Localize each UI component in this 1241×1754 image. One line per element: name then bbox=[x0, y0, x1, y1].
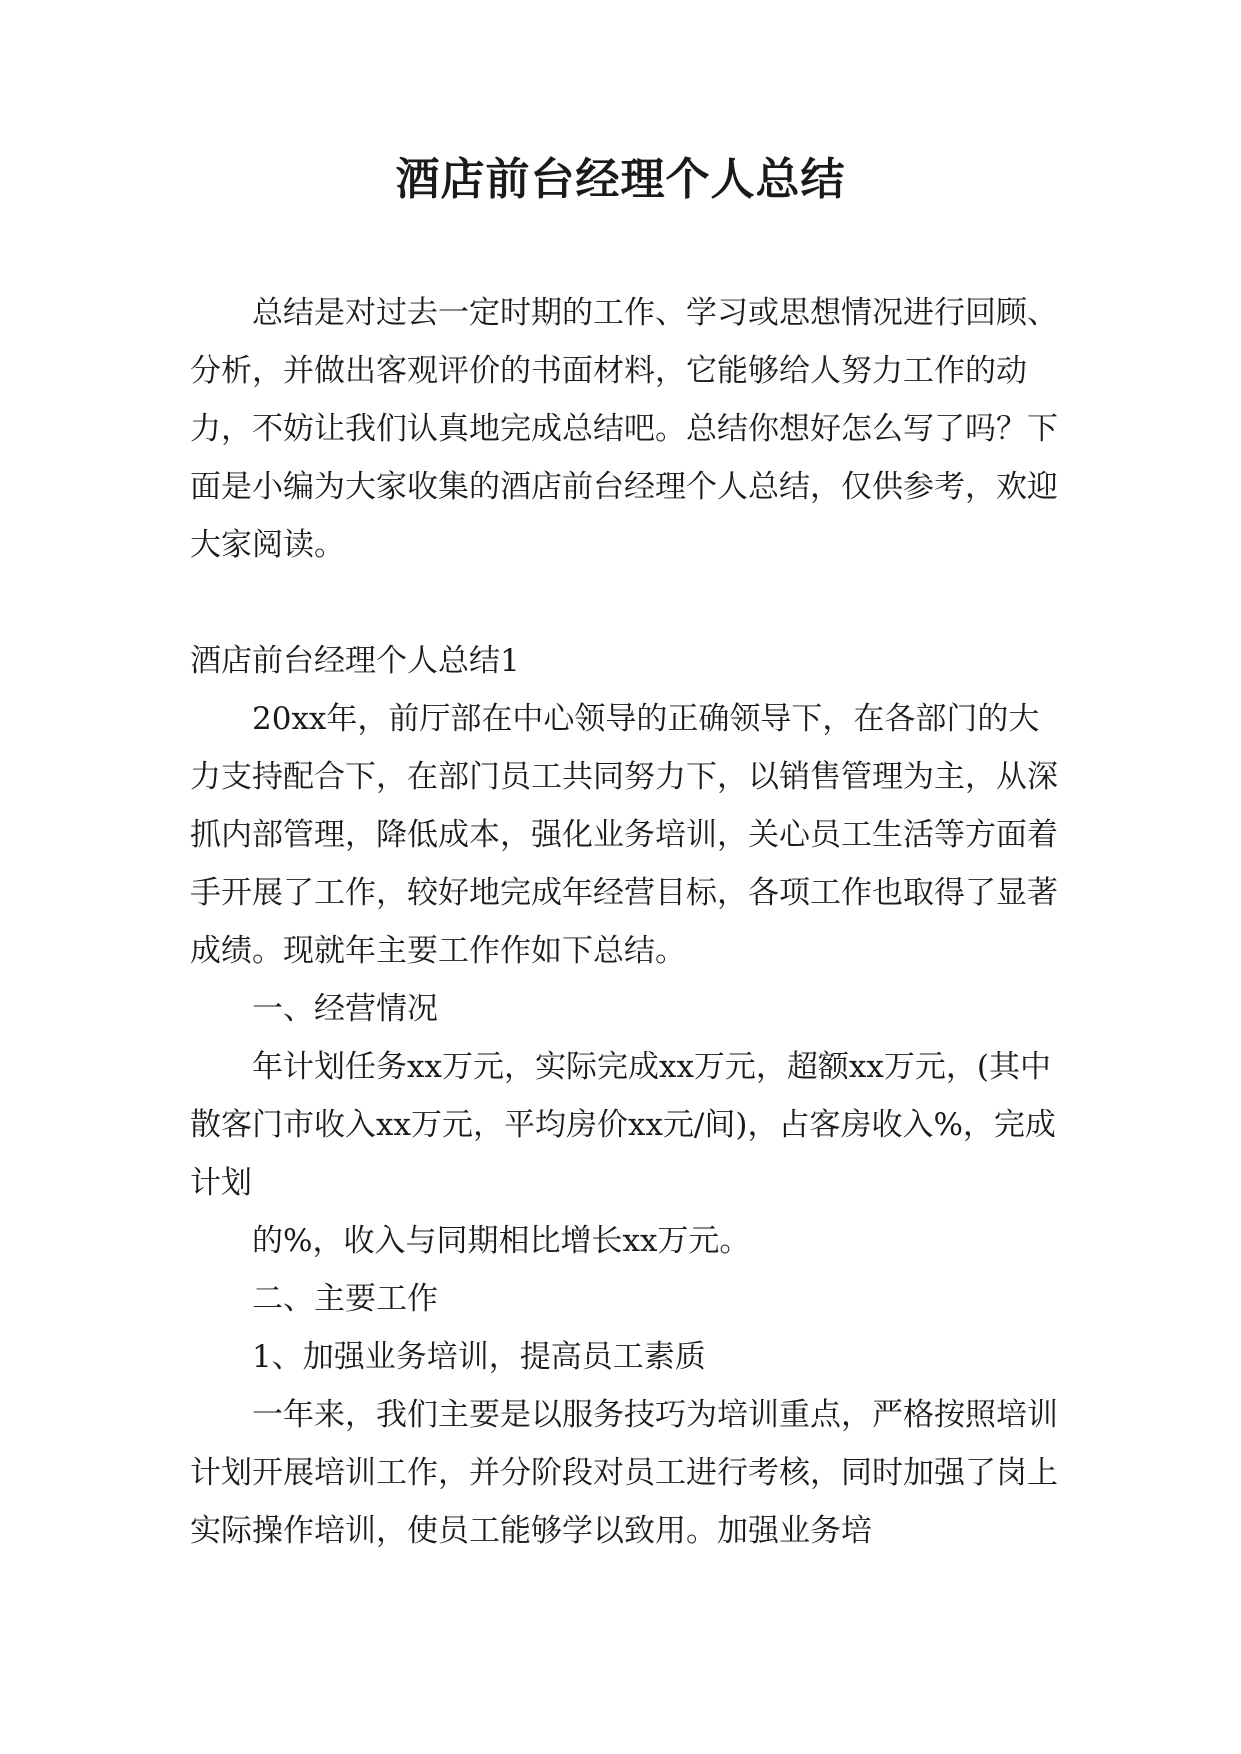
document-body bbox=[190, 284, 1070, 1560]
body-paragraph: 的%，收入与同期相比增长xx万元。 bbox=[252, 1223, 751, 1259]
body-paragraph: 一年来，我们主要是以服务技巧为培训重点，严格按照培训计划开展培训工作，并分阶段对员工进行考核，同时加强了岗上实际操作培训，使员工能够学以致用。加强业务培 bbox=[190, 1397, 1058, 1549]
document-title: 酒店前台经理个人总结 bbox=[395, 154, 846, 205]
subheading-main-work: 二、主要工作 bbox=[252, 1281, 438, 1317]
body-paragraph: 20xx年，前厅部在中心领导的正确领导下，在各部门的大力支持配合下，在部门员工共同努力下，以销售管理为主，从深抓内部管理，降低成本，强化业务培训，关心员工生活等方面着手开展了工作，较好地完成年经营目标，各项工作也取得了显著成绩。现就年主要工作作如下总结。 bbox=[190, 701, 1058, 969]
intro-paragraph: 总结是对过去一定时期的工作、学习或思想情况进行回顾、分析，并做出客观评价的书面材料，它能够给人努力工作的动力，不妨让我们认真地完成总结吧。总结你想好怎么写了吗？下面是小编为大家收集的酒店前台经理个人总结，仅供参考，欢迎大家阅读。 bbox=[190, 295, 1058, 563]
subheading-operations: 一、经营情况 bbox=[252, 991, 438, 1027]
body-paragraph: 年计划任务xx万元，实际完成xx万元，超额xx万元，(其中散客门市收入xx万元，平均房价xx元/间)，占客房收入%，完成计划 bbox=[190, 1049, 1056, 1201]
section-heading: 酒店前台经理个人总结1 bbox=[190, 643, 520, 679]
paragraph-gap bbox=[190, 574, 1070, 632]
subheading-training: 1、加强业务培训，提高员工素质 bbox=[252, 1339, 706, 1375]
